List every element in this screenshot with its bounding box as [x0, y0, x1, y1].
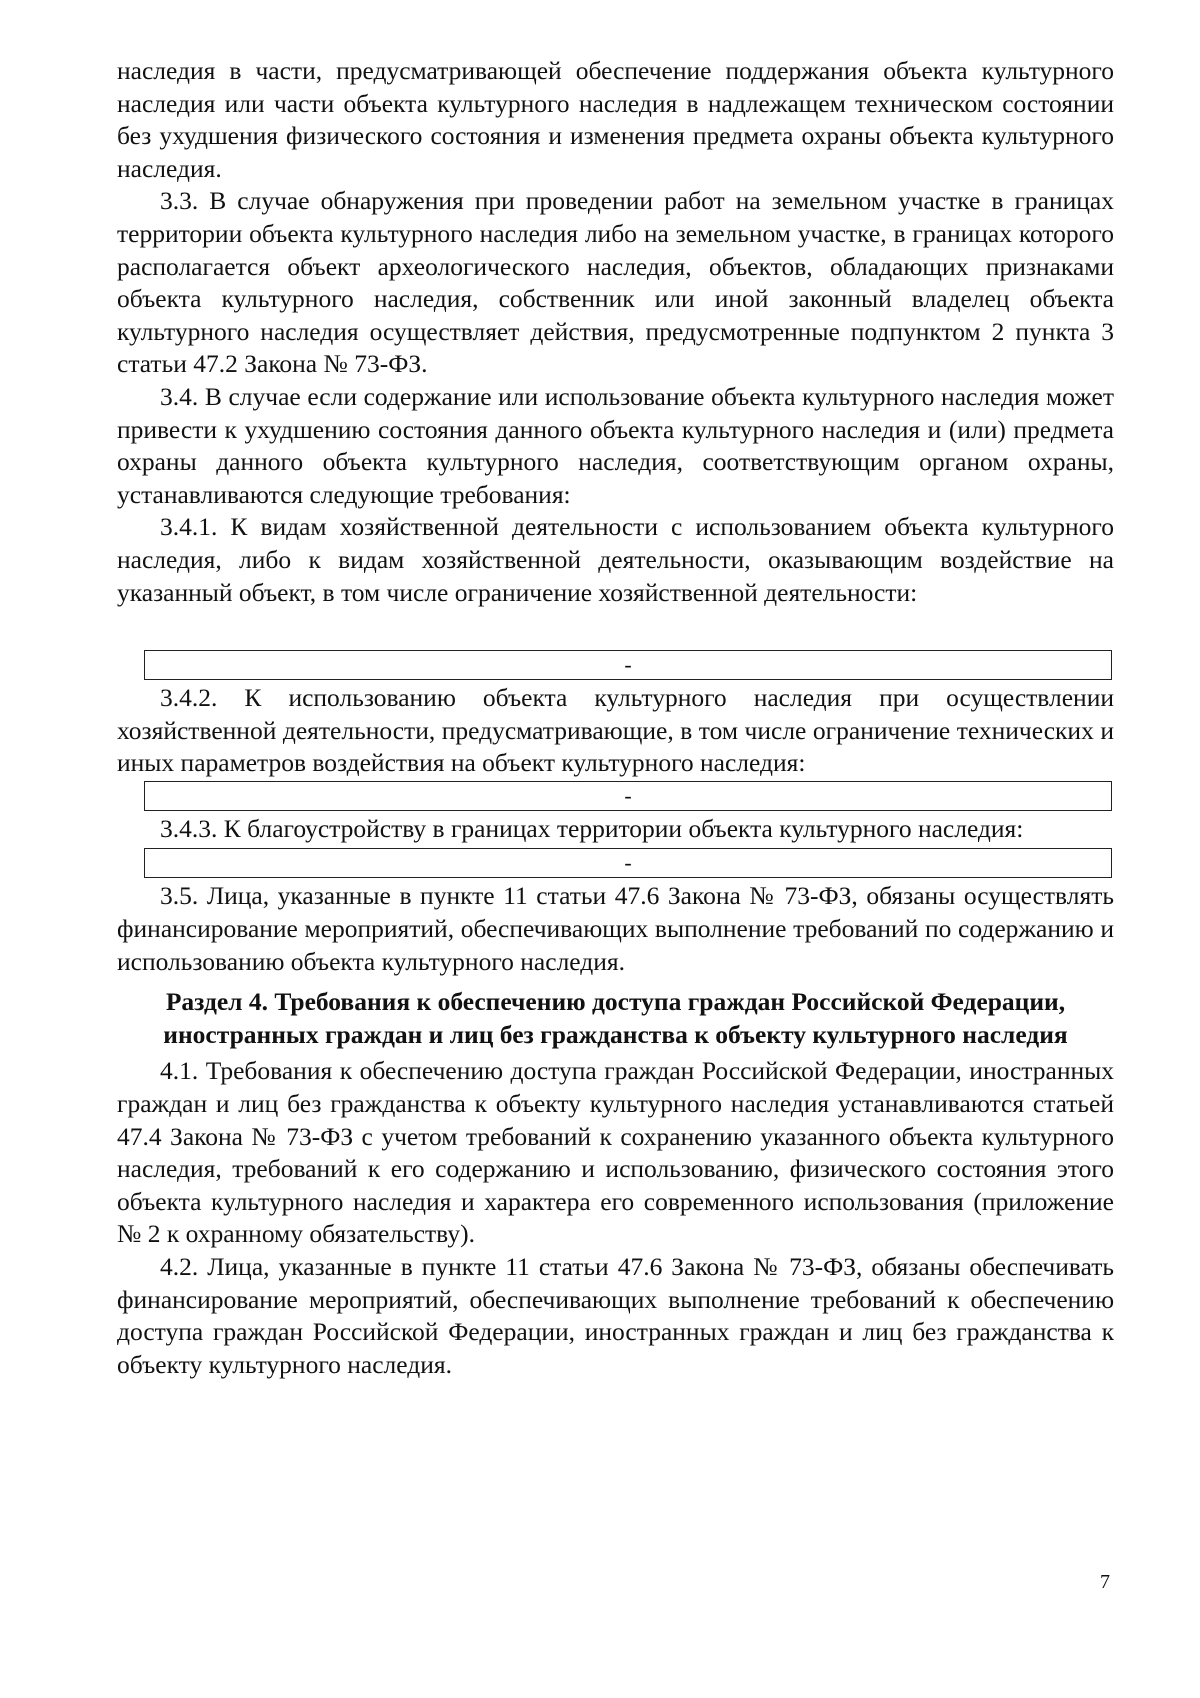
requirement-box-3-4-3: - [144, 848, 1112, 878]
paragraph-3-5: 3.5. Лица, указанные в пункте 11 статьи 47.6 Закона № 73-ФЗ, обязаны осуществлять финансирование мероприятий, обеспечивающих выполнение требований по содержанию и использованию объекта культурного наследия. [117, 881, 1114, 976]
paragraph-continuation: наследия в части, предусматривающей обеспечение поддержания объекта культурного наследия или части объекта культурного наследия в надлежащем техническом состоянии без ухудшения физического состояния и изменения предмета охраны объекта культурного наследия. [117, 56, 1114, 183]
paragraph-3-4: 3.4. В случае если содержание или использование объекта культурного наследия может привести к ухудшению состояния данного объекта культурного наследия и (или) предмета охраны данного объекта культурного наследия, соответствующим органом охраны, устанавливаются следующие требования: [117, 381, 1114, 509]
paragraph-3-4-2: 3.4.2. К использованию объекта культурного наследия при осуществлении хозяйственной деятельности, предусматривающие, в том числе ограничение технических и иных параметров воздействия на объект культурного наследия: [117, 683, 1114, 778]
paragraph-3-3: 3.3. В случае обнаружения при проведении работ на земельном участке в границах территории объекта культурного наследия либо на земельном участке, в границах которого располагается объект археологического наследия, объектов, обладающих признаками объекта культурного наследия, собственник или иной законный владелец объекта культурного наследия осуществляет действия, предусмотренные подпунктом 2 пункта 3 статьи 47.2 Закона № 73-ФЗ. [117, 186, 1114, 379]
requirement-box-3-4-2: - [144, 781, 1112, 811]
paragraph-4-1: 4.1. Требования к обеспечению доступа граждан Российской Федерации, иностранных граждан и лиц без гражданства к объекту культурного наследия устанавливаются статьей 47.4 Закона № 73-ФЗ с учетом требований к сохранению указанного объекта культурного наследия, требований к его содержанию и использованию, физического состояния этого объекта культурного наследия и характера его современного использования (приложение № 2 к охранному обязательству). [117, 1056, 1114, 1249]
paragraph-3-4-3: 3.4.3. К благоустройству в границах территории объекта культурного наследия: [160, 813, 1024, 843]
requirement-box-3-4-1: - [144, 650, 1112, 680]
page-number: 7 [1100, 1571, 1110, 1593]
spacer [117, 609, 1114, 636]
section-4-heading: Раздел 4. Требования к обеспечению доступа граждан Российской Федерации, иностранных граждан и лиц без гражданства к объекту культурного наследия [163, 987, 1068, 1049]
paragraph-4-2: 4.2. Лица, указанные в пункте 11 статьи 47.6 Закона № 73-ФЗ, обязаны обеспечивать финансирование мероприятий, обеспечивающих выполнение требований к обеспечению доступа граждан Российской Федерации, иностранных граждан и лиц без гражданства к объекту культурного наследия. [117, 1252, 1114, 1379]
paragraph-3-4-1: 3.4.1. К видам хозяйственной деятельности с использованием объекта культурного наследия, либо к видам хозяйственной деятельности, оказывающим воздействие на указанный объект, в том числе ограничение хозяйственной деятельности: [117, 512, 1114, 607]
document-body [117, 55, 1114, 1381]
